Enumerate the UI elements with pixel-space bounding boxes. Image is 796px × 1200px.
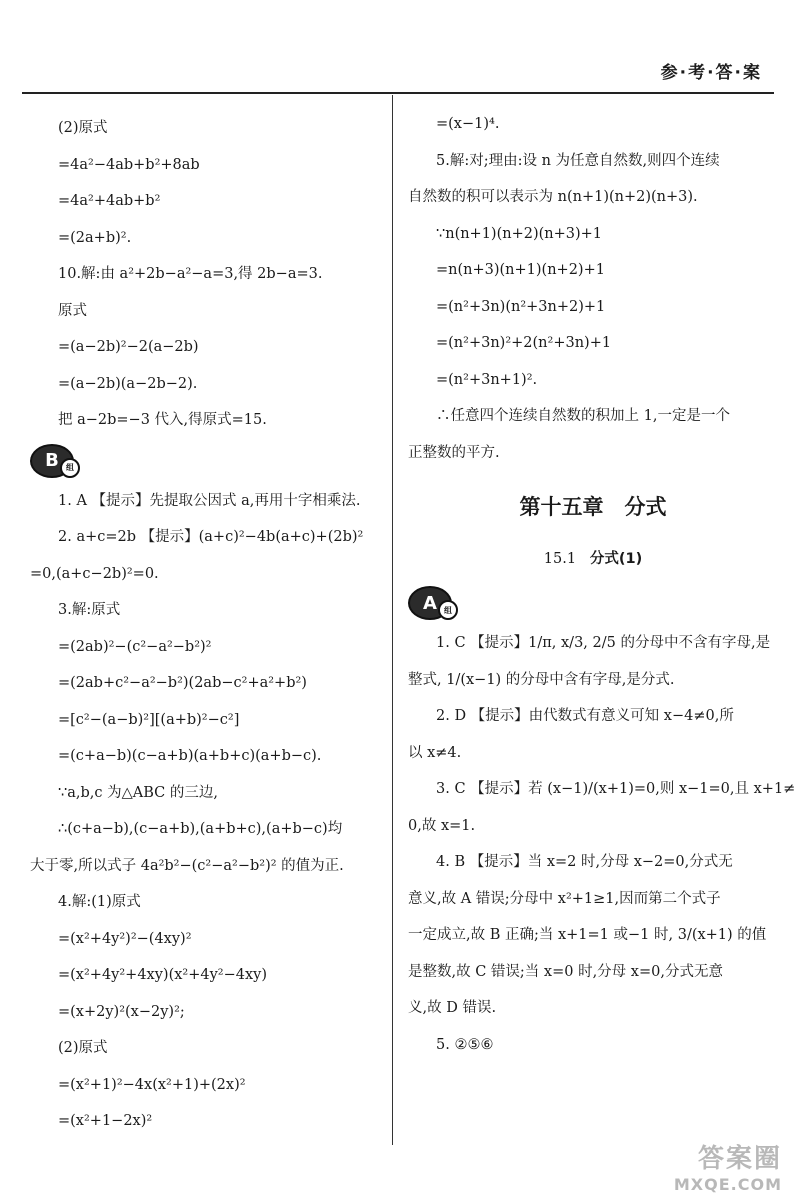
answer-line: =4a²+4ab+b² (58, 193, 161, 209)
badge-sub: 组 (438, 600, 458, 620)
answer-line: =0,(a+c−2b)²=0. (30, 565, 159, 582)
answer-line: 4. B 【提示】当 x=2 时,分母 x−2=0,分式无 (436, 854, 733, 870)
answer-line: =(x+2y)²(x−2y)²; (58, 1003, 185, 1020)
answer-line: 整式, 1/(x−1) 的分母中含有字母,是分式. (408, 671, 675, 688)
answer-line: ∴(c+a−b),(c−a+b),(a+b+c),(a+b−c)均 (58, 821, 343, 837)
answer-line: =4a²−4ab+b²+8ab (58, 156, 200, 173)
section-number: 15.1 (543, 551, 577, 567)
answer-line: =(x²+4y²)²−(4xy)² (58, 930, 192, 947)
answer-line: 3. C 【提示】若 (x−1)/(x+1)=0,则 x−1=0,且 x+1≠ (436, 781, 796, 797)
answer-line: 一定成立,故 B 正确;当 x+1=1 或−1 时, 3/(x+1) 的值 (408, 927, 767, 943)
group-b-badge-icon (30, 444, 74, 478)
answer-line: 5. ②⑤⑥ (436, 1036, 494, 1053)
column-divider (392, 95, 393, 1145)
answer-line: =n(n+3)(n+1)(n+2)+1 (436, 262, 605, 278)
answer-line: 大于零,所以式子 4a²b²−(c²−a²−b²)² 的值为正. (30, 857, 344, 874)
badge-letter: A (423, 592, 437, 614)
answer-line: 3.解:原式 (58, 602, 121, 618)
left-answers-part-1 (30, 110, 380, 439)
right-column (408, 106, 796, 1063)
watermark-logo-text: 答案圈 (697, 1144, 782, 1174)
answer-line: =(x²+1−2x)² (58, 1113, 153, 1129)
answer-line: =(x²+4y²+4xy)(x²+4y²−4xy) (58, 967, 268, 983)
answer-line: 5.解:对;理由:设 n 为任意自然数,则四个连续 (436, 152, 720, 169)
answer-line: =[c²−(a−b)²][(a+b)²−c²] (58, 711, 240, 728)
badge-sub: 组 (60, 458, 80, 478)
answer-line: =(n²+3n)²+2(n²+3n)+1 (436, 335, 612, 351)
group-a-badge-icon (408, 586, 452, 620)
answer-line: 2. D 【提示】由代数式有意义可知 x−4≠0,所 (436, 708, 734, 724)
answer-line: ∵n(n+1)(n+2)(n+3)+1 (436, 225, 603, 242)
chapter-title: 第十五章 分式 (519, 495, 667, 519)
answer-line: =(n²+3n+1)². (436, 371, 538, 388)
answer-line: 把 a−2b=−3 代入,得原式=15. (58, 412, 267, 428)
answer-line: =(a−2b)²−2(a−2b) (58, 339, 199, 355)
answer-line: =(2a+b)². (58, 229, 132, 246)
answer-line: =(x²+1)²−4x(x²+1)+(2x)² (58, 1076, 246, 1093)
answer-line: 意义,故 A 错误;分母中 x²+1≥1,因而第二个式子 (408, 890, 721, 907)
right-answers-part-1 (408, 106, 778, 471)
header-rule (22, 92, 774, 94)
answer-line: 义,故 D 错误. (408, 1000, 497, 1016)
answer-line: 10.解:由 a²+2b−a²−a=3,得 2b−a=3. (58, 266, 323, 282)
answer-line: ∴任意四个连续自然数的积加上 1,一定是一个 (436, 408, 730, 424)
answer-line: =(2ab+c²−a²−b²)(2ab−c²+a²+b²) (58, 675, 307, 691)
answer-line: 4.解:(1)原式 (58, 894, 141, 910)
answer-line: =(n²+3n)(n²+3n+2)+1 (436, 298, 606, 315)
watermark-url: MXQE.COM (673, 1175, 782, 1194)
answer-line: =(a−2b)(a−2b−2). (58, 375, 198, 392)
answer-line: 0,故 x=1. (408, 817, 476, 834)
answer-line: =(x−1)⁴. (436, 116, 500, 132)
answer-line: (2)原式 (58, 1040, 108, 1056)
answer-line: 自然数的积可以表示为 n(n+1)(n+2)(n+3). (408, 189, 698, 205)
answer-line: 是整数,故 C 错误;当 x=0 时,分母 x=0,分式无意 (408, 963, 723, 980)
watermark (674, 1138, 782, 1194)
page-header-title: 参·考·答·案 (660, 63, 762, 83)
answer-line: 正整数的平方. (408, 444, 500, 461)
section-name: 分式(1) (589, 551, 643, 567)
answer-line: =(2ab)²−(c²−a²−b²)² (58, 638, 212, 655)
answer-line: =(c+a−b)(c−a+b)(a+b+c)(a+b−c). (58, 748, 322, 764)
right-answers-part-2 (408, 625, 796, 1063)
section-title (408, 537, 778, 581)
answer-line: 2. a+c=2b 【提示】(a+c)²−4b(a+c)+(2b)² (58, 529, 364, 545)
answer-line: 以 x≠4. (408, 744, 462, 761)
answer-line: 原式 (58, 302, 87, 319)
group-b-badge-row (30, 439, 380, 483)
answer-line: ∵a,b,c 为△ABC 的三边, (58, 784, 218, 801)
left-column (30, 110, 380, 1140)
left-answers-part-2 (30, 483, 380, 1140)
answer-line: (2)原式 (58, 120, 108, 136)
answer-line: 1. A 【提示】先提取公因式 a,再用十字相乘法. (58, 492, 361, 509)
group-a-badge-row (408, 581, 778, 625)
badge-letter: B (45, 450, 59, 471)
answer-line: 1. C 【提示】1/π, x/3, 2/5 的分母中不含有字母,是 (436, 635, 771, 651)
